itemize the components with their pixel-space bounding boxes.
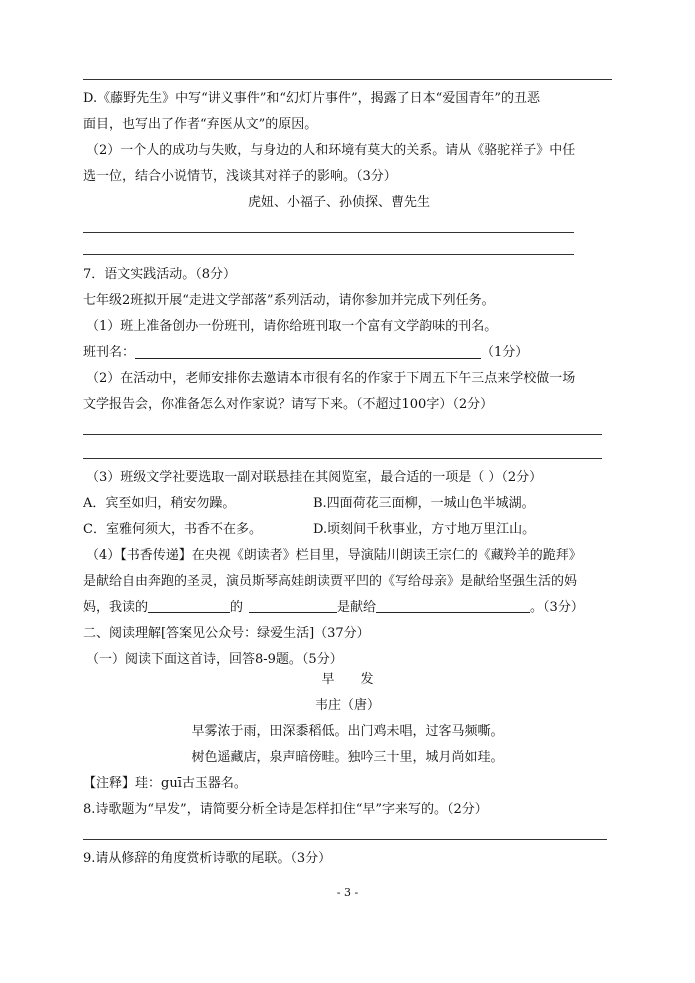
sub4-text-d: 。（3分） (530, 600, 584, 615)
q7-title: 7．语文实践活动。（8分） (83, 267, 237, 282)
answer-line[interactable] (83, 232, 574, 233)
poem-line1: 早雾浓于雨，田深黍稻低。出门鸡未唱，过客马频嘶。 (191, 724, 504, 739)
top-rule (83, 79, 612, 80)
sub4-text-c: 是献给 (337, 600, 377, 615)
poem-line2: 树色遥藏店，泉声暗傍畦。独吟三十里，城月尚如珪。 (191, 750, 504, 765)
q6-option-d-line1: D.《藤野先生》中写“讲义事件”和“幻灯片事件”，揭露了日本“爱国青年”的丑恶 (83, 91, 540, 106)
book-author-blank[interactable] (148, 600, 230, 613)
q7-option-c: C．室雅何须大，书香不在多。 (83, 522, 262, 537)
section2-part1: （一）阅读下面这首诗，回答8-9题。（5分） (86, 652, 343, 667)
answer-line[interactable] (83, 434, 602, 435)
answer-line[interactable] (83, 254, 574, 255)
journal-name-blank[interactable] (135, 344, 481, 359)
answer-line[interactable] (83, 458, 602, 459)
q6-characters: 虎妞、小福子、孙侦探、曹先生 (248, 195, 431, 210)
q7-option-a: A．宾至如归，稍安勿躁。 (83, 496, 236, 511)
answer-line[interactable] (83, 839, 607, 840)
book-title-blank[interactable] (249, 600, 337, 613)
section2-title: 二、阅读理解[答案见公众号：绿爱生活]（37分） (83, 626, 370, 641)
q7-sub2-line1: （2）在活动中，老师安排你去邀请本市很有名的作家于下周五下午三点来学校做一场 (86, 371, 576, 386)
poem-title: 早 发 (321, 672, 374, 687)
page-number: - 3 - (336, 886, 359, 899)
q6-sub2-line1: （2）一个人的成功与失败，与身边的人和环境有莫大的关系。请从《骆驼祥子》中任 (86, 143, 576, 158)
sub4-text-a: 妈，我读的 (83, 600, 149, 615)
poem-author: 韦庄（唐） (314, 698, 380, 713)
q7-option-d: D.顷刻间千秋事业，方寸地万里江山。 (313, 522, 536, 537)
q6-option-d-line2: 面目，也写出了作者“弃医从文”的原因。 (83, 117, 318, 132)
q7-name-row (83, 344, 528, 362)
q7-sub1: （1）班上准备创办一份班刊，请你给班刊取一个富有文学韵味的刊名。 (86, 319, 498, 334)
q7-option-b: B.四面荷花三面柳，一城山色半城湖。 (313, 496, 535, 511)
q7-sub3: （3）班级文学社要选取一副对联悬挂在其阅览室，最合适的一项是（ ）（2分） (86, 470, 543, 485)
q7-sub2-line2: 文学报告会，你准备怎么对作家说？请写下来。（不超过100字）（2分） (83, 397, 494, 412)
dedicatee-blank[interactable] (376, 600, 530, 613)
q6-sub2-line2: 选一位，结合小说情节，浅谈其对祥子的影响。（3分） (83, 169, 397, 184)
sub4-text-b: 的 (230, 600, 244, 615)
q7-sub4-line3 (83, 599, 584, 617)
q7-intro: 七年级2班拟开展“走进文学部落”系列活动，请你参加并完成下列任务。 (83, 293, 495, 308)
q7-name-label: 班刊名： (83, 345, 136, 360)
q7-name-points: （1分） (481, 345, 529, 360)
q8: 8.诗歌题为“早发”，请简要分析全诗是怎样扣住“早”字来写的。（2分） (83, 802, 488, 817)
q7-sub4-line2: 是献给自由奔跑的圣灵，演员斯琴高娃朗读贾平凹的《写给母亲》是献给坚强生活的妈 (83, 574, 578, 589)
q9: 9.请从修辞的角度赏析诗歌的尾联。（3分） (83, 851, 332, 866)
q7-sub4-line1: （4）【书香传递】在央视《朗读者》栏目里，导演陆川朗读王宗仁的《藏羚羊的跪拜》 (86, 548, 582, 563)
poem-note: 【注释】珪：guī古玉器名。 (83, 776, 247, 791)
